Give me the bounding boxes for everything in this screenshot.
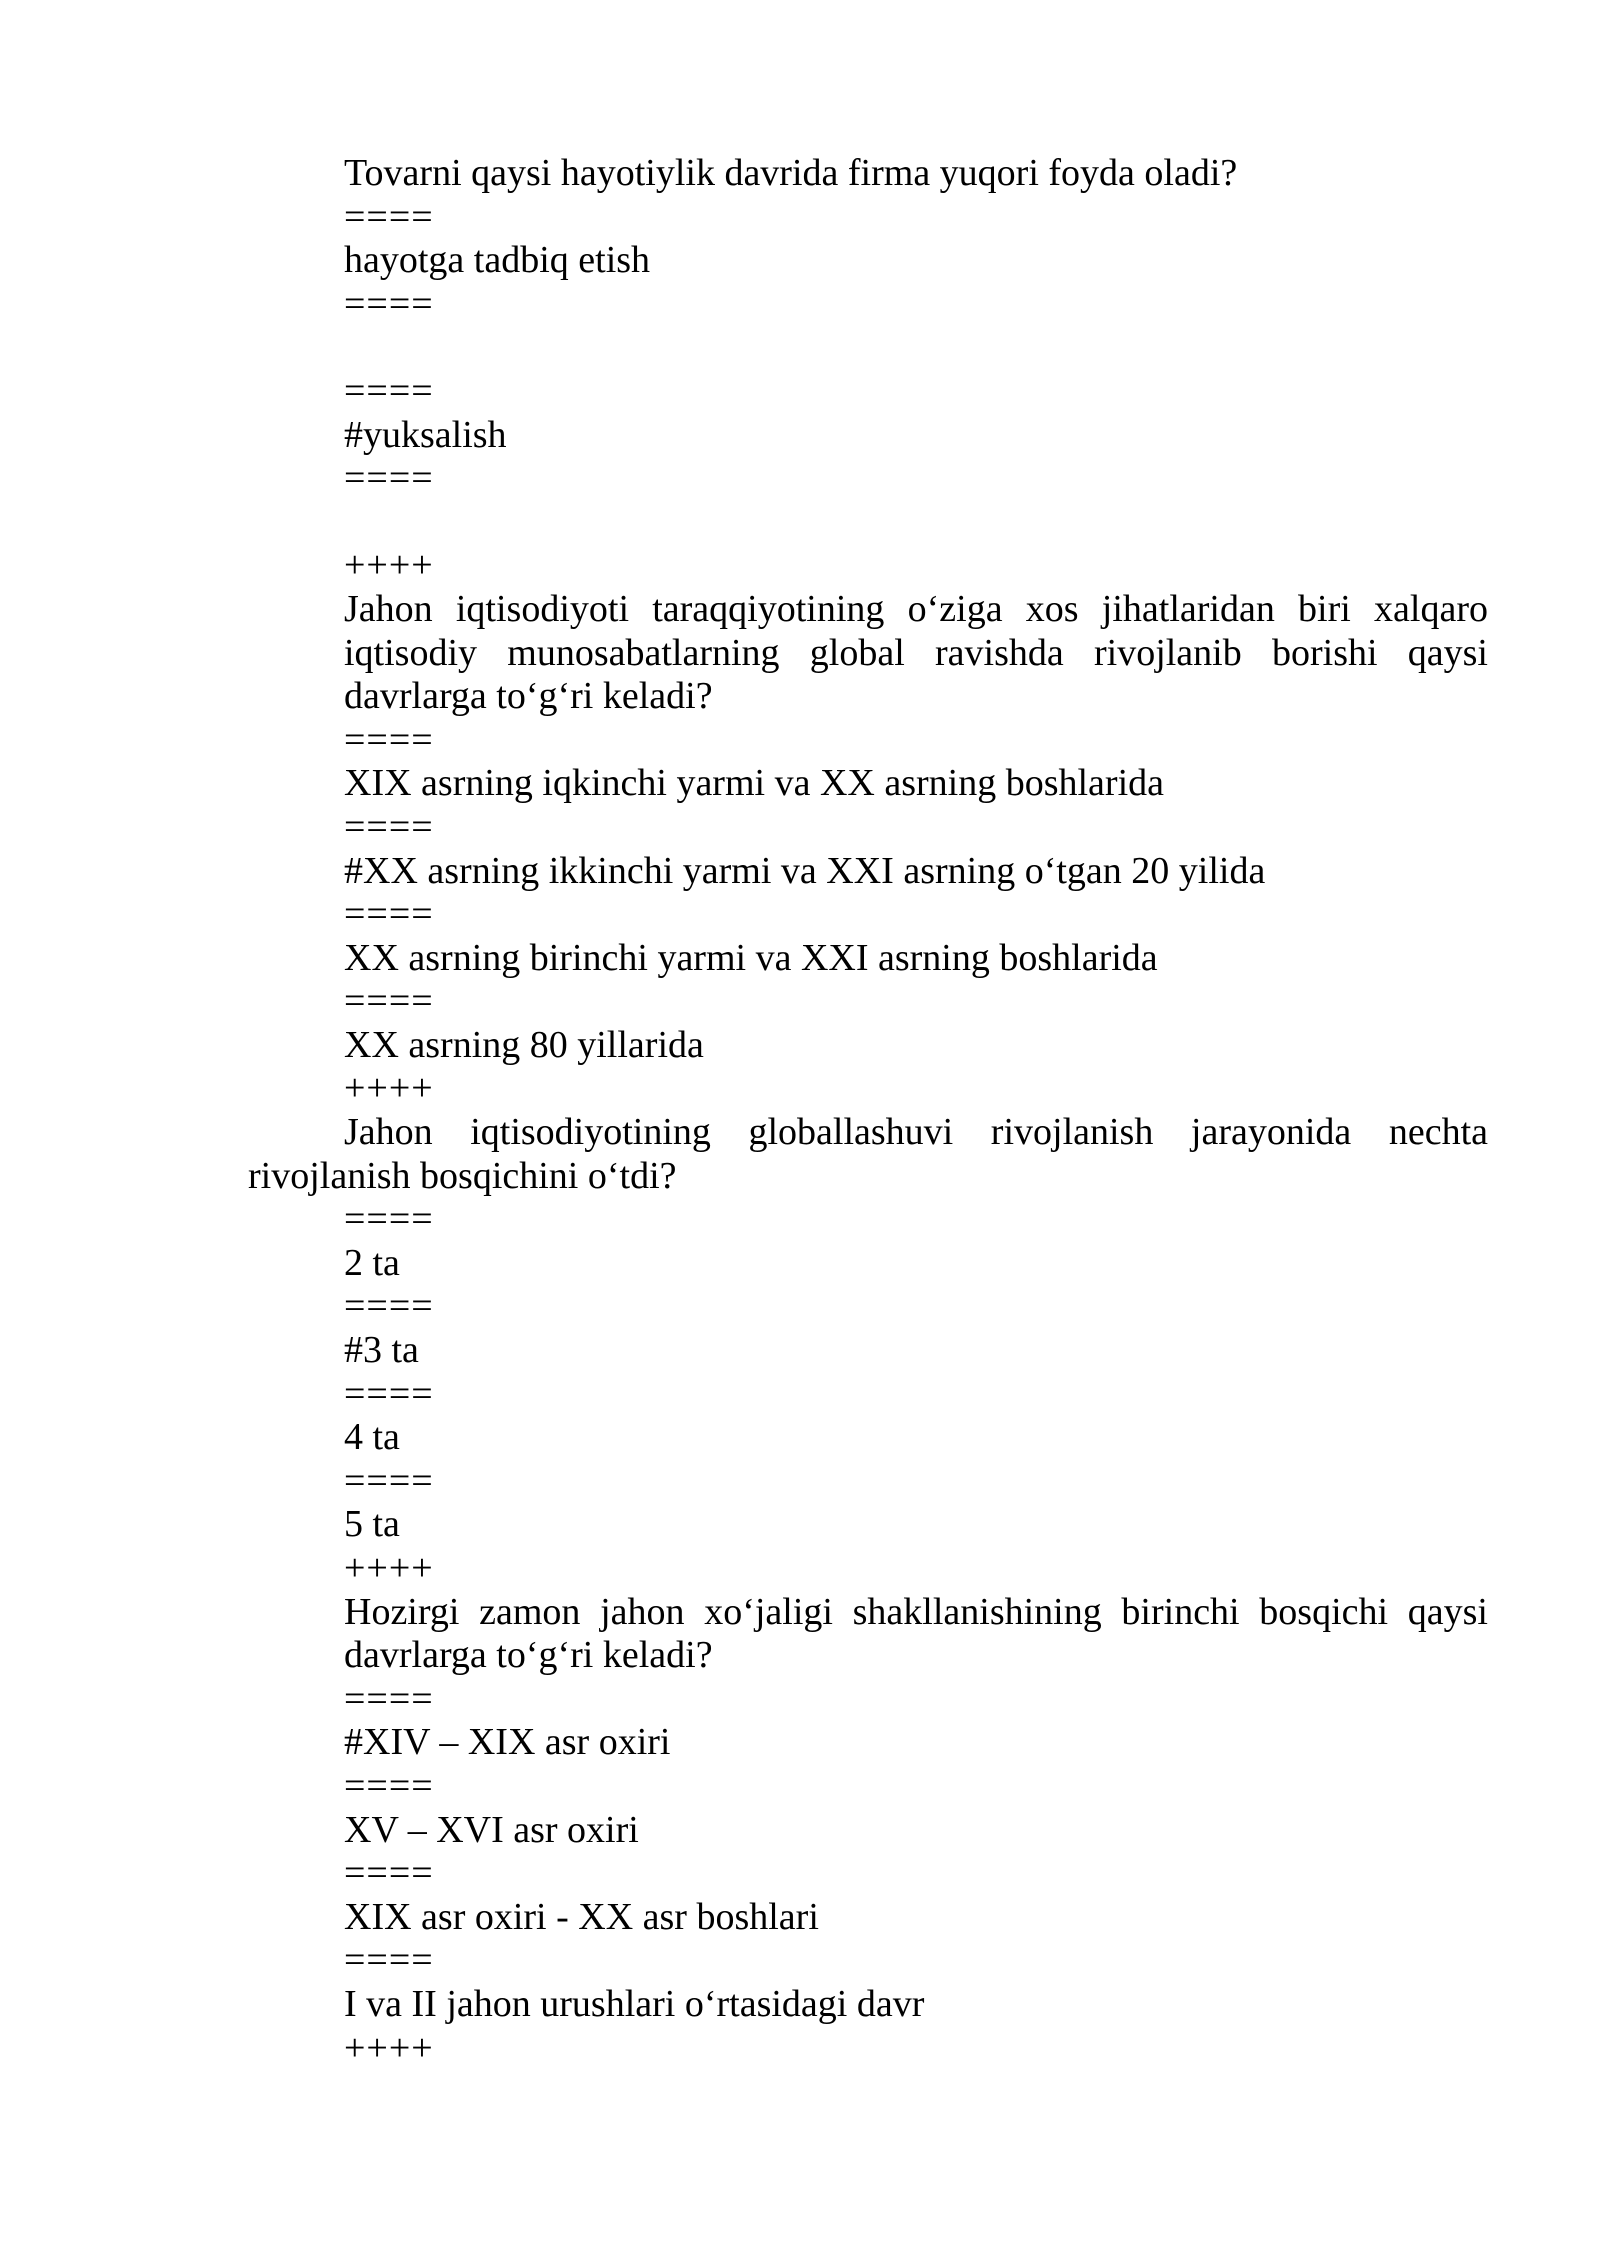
option-separator: ==== [344, 805, 434, 848]
option-separator: ==== [344, 1198, 434, 1241]
option-correct: #XX asrning ikkinchi yarmi va XXI asrning o‘tgan 20 yilida [344, 849, 1266, 892]
option: XX asrning 80 yillarida [344, 1023, 704, 1066]
option: 4 ta [344, 1416, 400, 1459]
option-separator: ==== [344, 1764, 434, 1807]
option-separator: ==== [344, 1939, 434, 1982]
option: XX asrning birinchi yarmi va XXI asrning boshlarida [344, 936, 1158, 979]
option: I va II jahon urushlari o‘rtasidagi davr [344, 1982, 925, 2025]
question-4: Hozirgi zamon jahon xo‘jaligi shakllanishining birinchi bosqichi qaysi davrlarga to‘g‘ri keladi? [344, 1590, 1488, 1677]
option-separator: ==== [344, 457, 434, 500]
option-correct: #3 ta [344, 1329, 419, 1372]
option: XIX asr oxiri - XX asr boshlari [344, 1895, 819, 1938]
option-separator: ==== [344, 1852, 434, 1895]
option-separator: ==== [344, 282, 434, 325]
question-2: Jahon iqtisodiyoti taraqqiyotining o‘ziga xos jihatlaridan biri xalqaro iqtisodiy munosabatlarning global ravishda rivojlanib borishi qaysi davrlarga to‘g‘ri keladi? [344, 587, 1488, 718]
question-separator: ++++ [344, 2026, 434, 2069]
option-separator: ==== [344, 1459, 434, 1502]
option: XIX asrning iqkinchi yarmi va XX asrning boshlarida [344, 762, 1164, 805]
question-3: Jahon iqtisodiyotining globallashuvi rivojlanish jarayonida nechta rivojlanish bosqichini o‘tdi? [248, 1111, 1488, 1197]
option: XV – XVI asr oxiri [344, 1808, 639, 1851]
option-separator: ==== [344, 1677, 434, 1720]
question-separator: ++++ [344, 544, 434, 587]
option-separator: ==== [344, 893, 434, 936]
option-separator: ==== [344, 980, 434, 1023]
option-separator: ==== [344, 369, 434, 412]
question-1: Tovarni qaysi hayotiylik davrida firma yuqori foyda oladi? [344, 152, 1238, 194]
option-separator: ==== [344, 1372, 434, 1415]
option: 5 ta [344, 1503, 400, 1546]
blank-line [248, 326, 1488, 370]
option-correct: #XIV – XIX asr oxiri [344, 1721, 671, 1764]
option-separator: ==== [344, 1285, 434, 1328]
option: 2 ta [344, 1241, 400, 1284]
document-page [248, 152, 1488, 2070]
option-correct: #yuksalish [344, 413, 507, 456]
option-separator: ==== [344, 718, 434, 761]
blank-line [248, 501, 1488, 545]
option: hayotga tadbiq etish [344, 239, 651, 282]
option-separator: ==== [344, 195, 434, 238]
question-separator: ++++ [344, 1547, 434, 1589]
question-separator: ++++ [344, 1067, 434, 1110]
